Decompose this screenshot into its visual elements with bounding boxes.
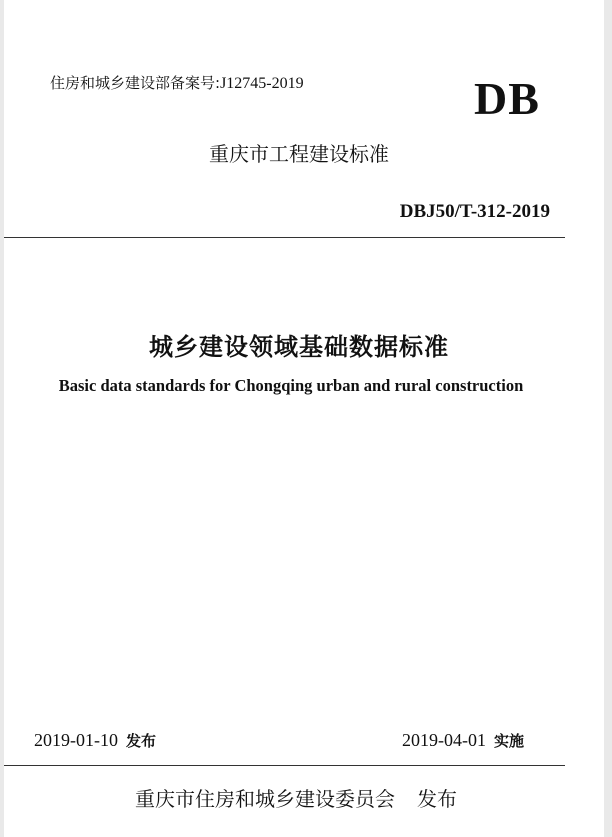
title-english: Basic data standards for Chongqing urban and rural construction <box>58 376 524 395</box>
issue-date-line <box>34 730 156 751</box>
title-chinese: 城乡建设领域基础数据标准 <box>149 333 449 361</box>
effective-label: 实施 <box>494 732 525 750</box>
issue-date: 2019-01-10 <box>34 730 118 750</box>
divider-top <box>4 237 565 238</box>
issue-label: 发布 <box>126 732 157 750</box>
divider-bottom <box>4 765 565 766</box>
issuer-line <box>4 783 588 812</box>
record-number: J12745-2019 <box>220 75 304 92</box>
db-mark: DB <box>474 73 540 124</box>
effective-date: 2019-04-01 <box>402 730 486 750</box>
issuer-name: 重庆市住房和城乡建设委员会 <box>135 787 395 811</box>
record-label: 住房和城乡建设部备案号: <box>50 74 221 92</box>
issuer-action: 发布 <box>417 787 457 811</box>
standard-series: 重庆市工程建设标准 <box>209 142 389 166</box>
effective-date-line <box>402 730 524 751</box>
record-number-line <box>50 72 304 93</box>
standard-code: DBJ50/T-312-2019 <box>399 201 550 222</box>
document-page <box>4 0 604 837</box>
